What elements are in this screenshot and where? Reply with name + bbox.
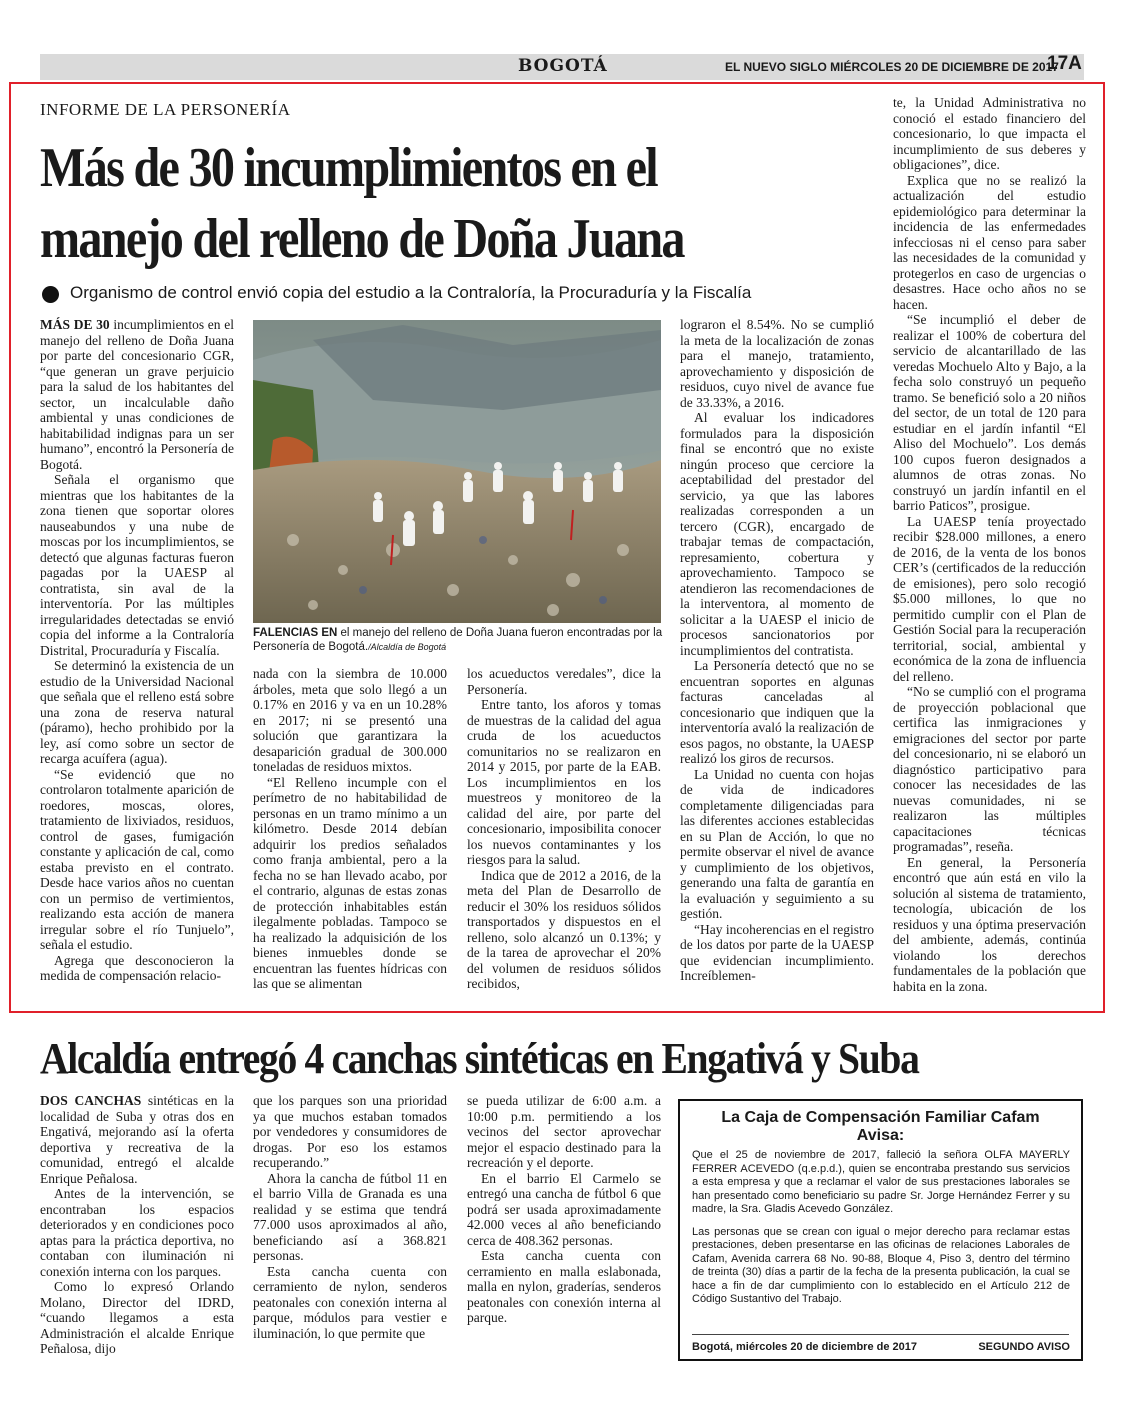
paragraph: Al evaluar los indicadores formulados para la disposición final se encontró que no existe ningún proceso que cerciore la aceptabilidad del prestador del servicio, ya que las labores realizadas corresponden a un tercero (CGR), encargado de trabajar temas de compactación, represamiento, cobertura y aprovechamiento. Tampoco se atendieron las recomendaciones de la interventora, al momento de solicitar a la UAESP el inicio de procesos sancionatorios por incumplimientos del contratista. — [680, 410, 874, 658]
paragraph: “Hay incoherencias en el registro de los datos por parte de la UAESP que evidencian incumplimiento. Increíblemen- — [680, 921, 874, 983]
article-subhead: Organismo de control envió copia del estudio a la Contraloría, la Procuraduría y la Fiscalía — [70, 283, 752, 302]
notice-divider — [692, 1334, 1069, 1335]
photo-credit: /Alcaldía de Bogotá — [368, 642, 447, 652]
cafam-notice-box — [678, 1099, 1083, 1361]
paragraph: “Se evidenció que no controlaron totalmente aparición de roedores, moscas, olores, tratamiento de lixiviados, residuos, control de gases, fumigación constante y aplicación de cal, como estaba previsto en el contrato. Desde hace varios años no cuentan con un permiso de vertimientos, realizando esta acción de manera irregular sobre el río Tunjuelo”, señala el estudio. — [40, 766, 234, 952]
section-name: BOGOTÁ — [518, 56, 608, 76]
paragraph: En general, la Personería encontró que aún está en vilo la solución al sistema de tratamiento, tecnología, ubicación de los residuos y una óptima preservación del ambiente, además, continúa violando los derechos fundamentales de la población que habita en la zona. — [893, 854, 1086, 994]
photo-caption — [253, 626, 663, 654]
page-number: 17A — [1047, 53, 1082, 74]
article1-column-5 — [893, 95, 1086, 1001]
paragraph: que los parques son una prioridad ya que muchos estaban tomados por vendedores y consumidores de drogas. Por eso los estamos recuperando.” — [253, 1093, 447, 1170]
landfill-illustration — [253, 320, 661, 623]
paragraph: nada con la siembra de 10.000 árboles, meta que solo llegó a un 0.17% en 2016 y va en un 10.28% en 2017; ni se presentó una solución que garantizara la desaparición gradual de 300.000 toneladas de residuos mixtos. — [253, 666, 447, 774]
notice-label: SEGUNDO AVISO — [978, 1341, 1070, 1353]
newspaper-date-line: EL NUEVO SIGLO MIÉRCOLES 20 DE DICIEMBRE DE 2017 — [725, 60, 1059, 74]
paragraph: los acueductos veredales”, dice la Personería. — [467, 666, 661, 697]
paragraph: “El Relleno incumple con el perímetro de no habitabilidad de personas en un tramo mínimo a un kilómetro. Desde 2014 debían adquirir los predios señalados como franja ambiental, pero a la fecha no se han llevado acabo, por el contrario, algunas de estas zonas de protección inhabitables están ilegalmente pobladas. Tampoco se ha realizado la adquisición de los bienes inmuebles donde se encuentran las fuentes hídricas con las que se alimentan — [253, 774, 447, 991]
paragraph: Señala el organismo que mientras que los habitantes de la zona tienen que soportar olores nauseabundos y una nube de moscas por los incumplimientos, se detectó que algunas facturas fueron pagadas por la UAESP al contratista, sin aval de la interventoría. Por las múltiples irregularidades detectadas se envió copia del informe a la Contraloría Distrital, Procuraduría y Fiscalía. — [40, 472, 234, 658]
paragraph: Ahora la cancha de fútbol 11 en el barrio Villa de Granada es una realidad y se estima que tendrá 77.000 usos aproximados al año, beneficiando así a 368.821 personas. — [253, 1170, 447, 1263]
paragraph: Esta cancha cuenta con cerramiento en malla eslabonada, malla en nylon, graderías, senderos peatonales con conexión interna al parque. — [467, 1248, 661, 1325]
caption-lead: FALENCIAS EN — [253, 627, 338, 639]
notice-title-line-2: Avisa: — [856, 1127, 905, 1144]
paragraph: incumplimientos en el manejo del relleno de Doña Juana por parte del concesionario CGR, “que generan un grave perjuicio para la salud de los habitantes del sector, un incalculable daño ambiental y unas condiciones de habitabilidad indignas para un ser humano”, encontró la Personería de Bogotá. — [40, 317, 234, 472]
notice-paragraph: Las personas que se crean con igual o mejor derecho para reclamar estas prestaciones, deben presentarse en las oficinas de relaciones Laborales de Cafam, Avenida carrera 68 No. 90-88, Bloque 4, Piso 3, dentro del término de treinta (30) días a partir de la fecha de la presenta publicación, la cual se hace a fin de dar cumplimiento con lo establecido en el Artículo 212 de Código Sustantivo del Trabajo. — [692, 1225, 1070, 1305]
paragraph: La Unidad no cuenta con hojas de vida de indicadores completamente diligenciadas para las diferentes acciones establecidas en su Plan de Acción, lo que no permite observar el nivel de avance y cumplimiento de los objetivos, generando una falta de garantía en la evaluación y seguimiento a su gestión. — [680, 766, 874, 921]
paragraph: Antes de la intervención, se encontraban los espacios deteriorados y en condiciones poco aptas para la práctica deportiva, no contaban con iluminación ni conexión interna con los parques. — [40, 1186, 234, 1279]
article2-column-1 — [40, 1093, 234, 1383]
article1-column-2 — [253, 666, 447, 999]
notice-date: Bogotá, miércoles 20 de diciembre de 2017 — [692, 1341, 917, 1353]
paragraph: “No se cumplió con el programa de proyección poblacional que certifica las inmigraciones y emigraciones del sector por parte del concesionario, ni se elaboró un diagnóstico participativo para conocer las necesidades de las nuevas comunidades, ni se realizaron las múltiples capacitaciones técnicas programadas”, reseña. — [893, 684, 1086, 854]
paragraph: se pueda utilizar de 6:00 a.m. a 10:00 p.m. permitiendo a los vecinos del sector aprovechar mejor el espacio destinado para la recreación y el deporte. — [467, 1093, 661, 1170]
article2-column-2 — [253, 1093, 447, 1383]
headline-line-1: Más de 30 incumplimientos en el — [40, 137, 657, 199]
paragraph: Indica que de 2012 a 2016, de la meta del Plan de Desarrollo de reducir el 30% los residuos sólidos transportados y dispuestos en el relleno, solo alcanzó un 0.13%; y de la tarea de aprovechar el 20% del volumen de residuos sólidos recibidos, — [467, 867, 661, 991]
paragraph: La Personería detectó que no se encuentran soportes en algunas facturas canceladas al concesionario que indiquen que la interventoría avaló la realización de esos pagos, no obstante, la UAESP realizó los giros de recursos. — [680, 658, 874, 766]
paragraph: Agrega que desconocieron la medida de compensación relacio- — [40, 952, 234, 983]
landfill-photo — [253, 320, 661, 623]
article-kicker: INFORME DE LA PERSONERÍA — [40, 100, 291, 119]
bullet-icon — [42, 286, 59, 303]
notice-footer — [692, 1341, 1070, 1353]
headline-line-2: manejo del relleno de Doña Juana — [40, 208, 684, 270]
article1-column-4 — [680, 317, 874, 999]
lead-words: MÁS DE 30 — [40, 317, 110, 332]
article2-column-3 — [467, 1093, 661, 1383]
paragraph: Como lo expresó Orlando Molano, Director del IDRD, “cuando llegamos a esta Administración el alcalde Enrique Peñalosa, dijo — [40, 1279, 234, 1356]
paragraph: sintéticas en la localidad de Suba y otras dos en Engativá, mejorando así la oferta deportiva y recreativa de la comunidad, entregó el alcalde Enrique Peñalosa. — [40, 1093, 234, 1186]
paragraph: Explica que no se realizó la actualización del estudio epidemiológico para determinar la incidencia de las enfermedades infecciosas ni el censo para saber las necesidades de la comunidad y protegerlos en caso de urgencias o desastres. Hace ocho años no se hacen. — [893, 172, 1086, 312]
paragraph: En el barrio El Carmelo se entregó una cancha de fútbol 6 que podrá ser usada aproximadamente 42.000 veces al año beneficiando cerca de 408.362 personas. — [467, 1170, 661, 1248]
notice-title-line-1: La Caja de Compensación Familiar Cafam — [721, 1109, 1040, 1126]
paragraph: Se determinó la existencia de un estudio de la Universidad Nacional que señala que el relleno está sobre una zona de reserva natural (páramo), hecho prohibido por la ley, así como sobre un sector de recarga acuífera (agua). — [40, 658, 234, 766]
paragraph: “Se incumplió el deber de realizar el 100% de cobertura del servicio de alcantarillado de las veredas Mochuelo Alto y Bajo, a la fecha solo construyó un pequeño tramo. Se benefició solo a 20 niños del sector, de un total de 120 para estudiar en el jardín infantil “El Aliso del Mochuelo”. Los demás 100 cupos fueron designados a alumnos de otras zonas. No construyó un jardín infantil en el barrio Paticos”, prosigue. — [893, 312, 1086, 513]
article1-column-3 — [467, 666, 661, 999]
lead-words: DOS CANCHAS — [40, 1093, 142, 1108]
article1-column-1 — [40, 317, 234, 999]
notice-paragraph: Que el 25 de noviembre de 2017, falleció la señora OLFA MAYERLY FERRER ACEVEDO (q.e.p.d.), quien se encontraba prestando sus servicios a esta empresa y que a reclamar el valor de sus prestaciones laborales se han presentado como beneficiario su padre Sr. Jorge Hernández Ferrer y su madre, la Sra. Gladis Acevedo González. — [692, 1149, 1070, 1215]
paragraph: te, la Unidad Administrativa no conoció el estado financiero del concesionario, lo que impacta el incumplimiento de sus deberes y obligaciones”, dice. — [893, 95, 1086, 172]
article2-headline: Alcaldía entregó 4 canchas sintéticas en Engativá y Suba — [40, 1034, 919, 1083]
paragraph: La UAESP tenía proyectado recibir $28.000 millones, a enero de 2016, de la venta de los bonos CER’s (certificados de la reducción de emisiones), pero solo recogió $5.000 millones, lo que no permitido cumplir con el Plan de Gestión Social para la recuperación territorial, social, ambiental y económica de la zona de influencia del relleno. — [893, 513, 1086, 684]
caption-text: el manejo del relleno de Doña Juana fueron encontradas por la Personería de Bogotá. — [253, 627, 663, 653]
notice-body — [692, 1149, 1070, 1316]
paragraph: Esta cancha cuenta con cerramiento de nylon, senderos peatonales con conexión interna al parque, módulos para vestier e iluminación, lo que permite que — [253, 1263, 447, 1341]
notice-title — [680, 1109, 1081, 1145]
paragraph: lograron el 8.54%. No se cumplió la meta de la localización de zonas para el manejo, tratamiento, aprovechamiento y disposición de residuos, cuyo nivel de avance fue de 33.33%, a 2016. — [680, 317, 874, 410]
paragraph: Entre tanto, los aforos y tomas de muestras de la calidad del agua cruda de los acueductos comunitarios no se realizaron en 2014 y 2015, por parte de la EAB. Los incumplimientos en los muestreos y monitoreo de la calidad del aire, por parte del concesionario, imposibilita conocer los nuevos contaminantes y los riesgos para la salud. — [467, 697, 661, 867]
